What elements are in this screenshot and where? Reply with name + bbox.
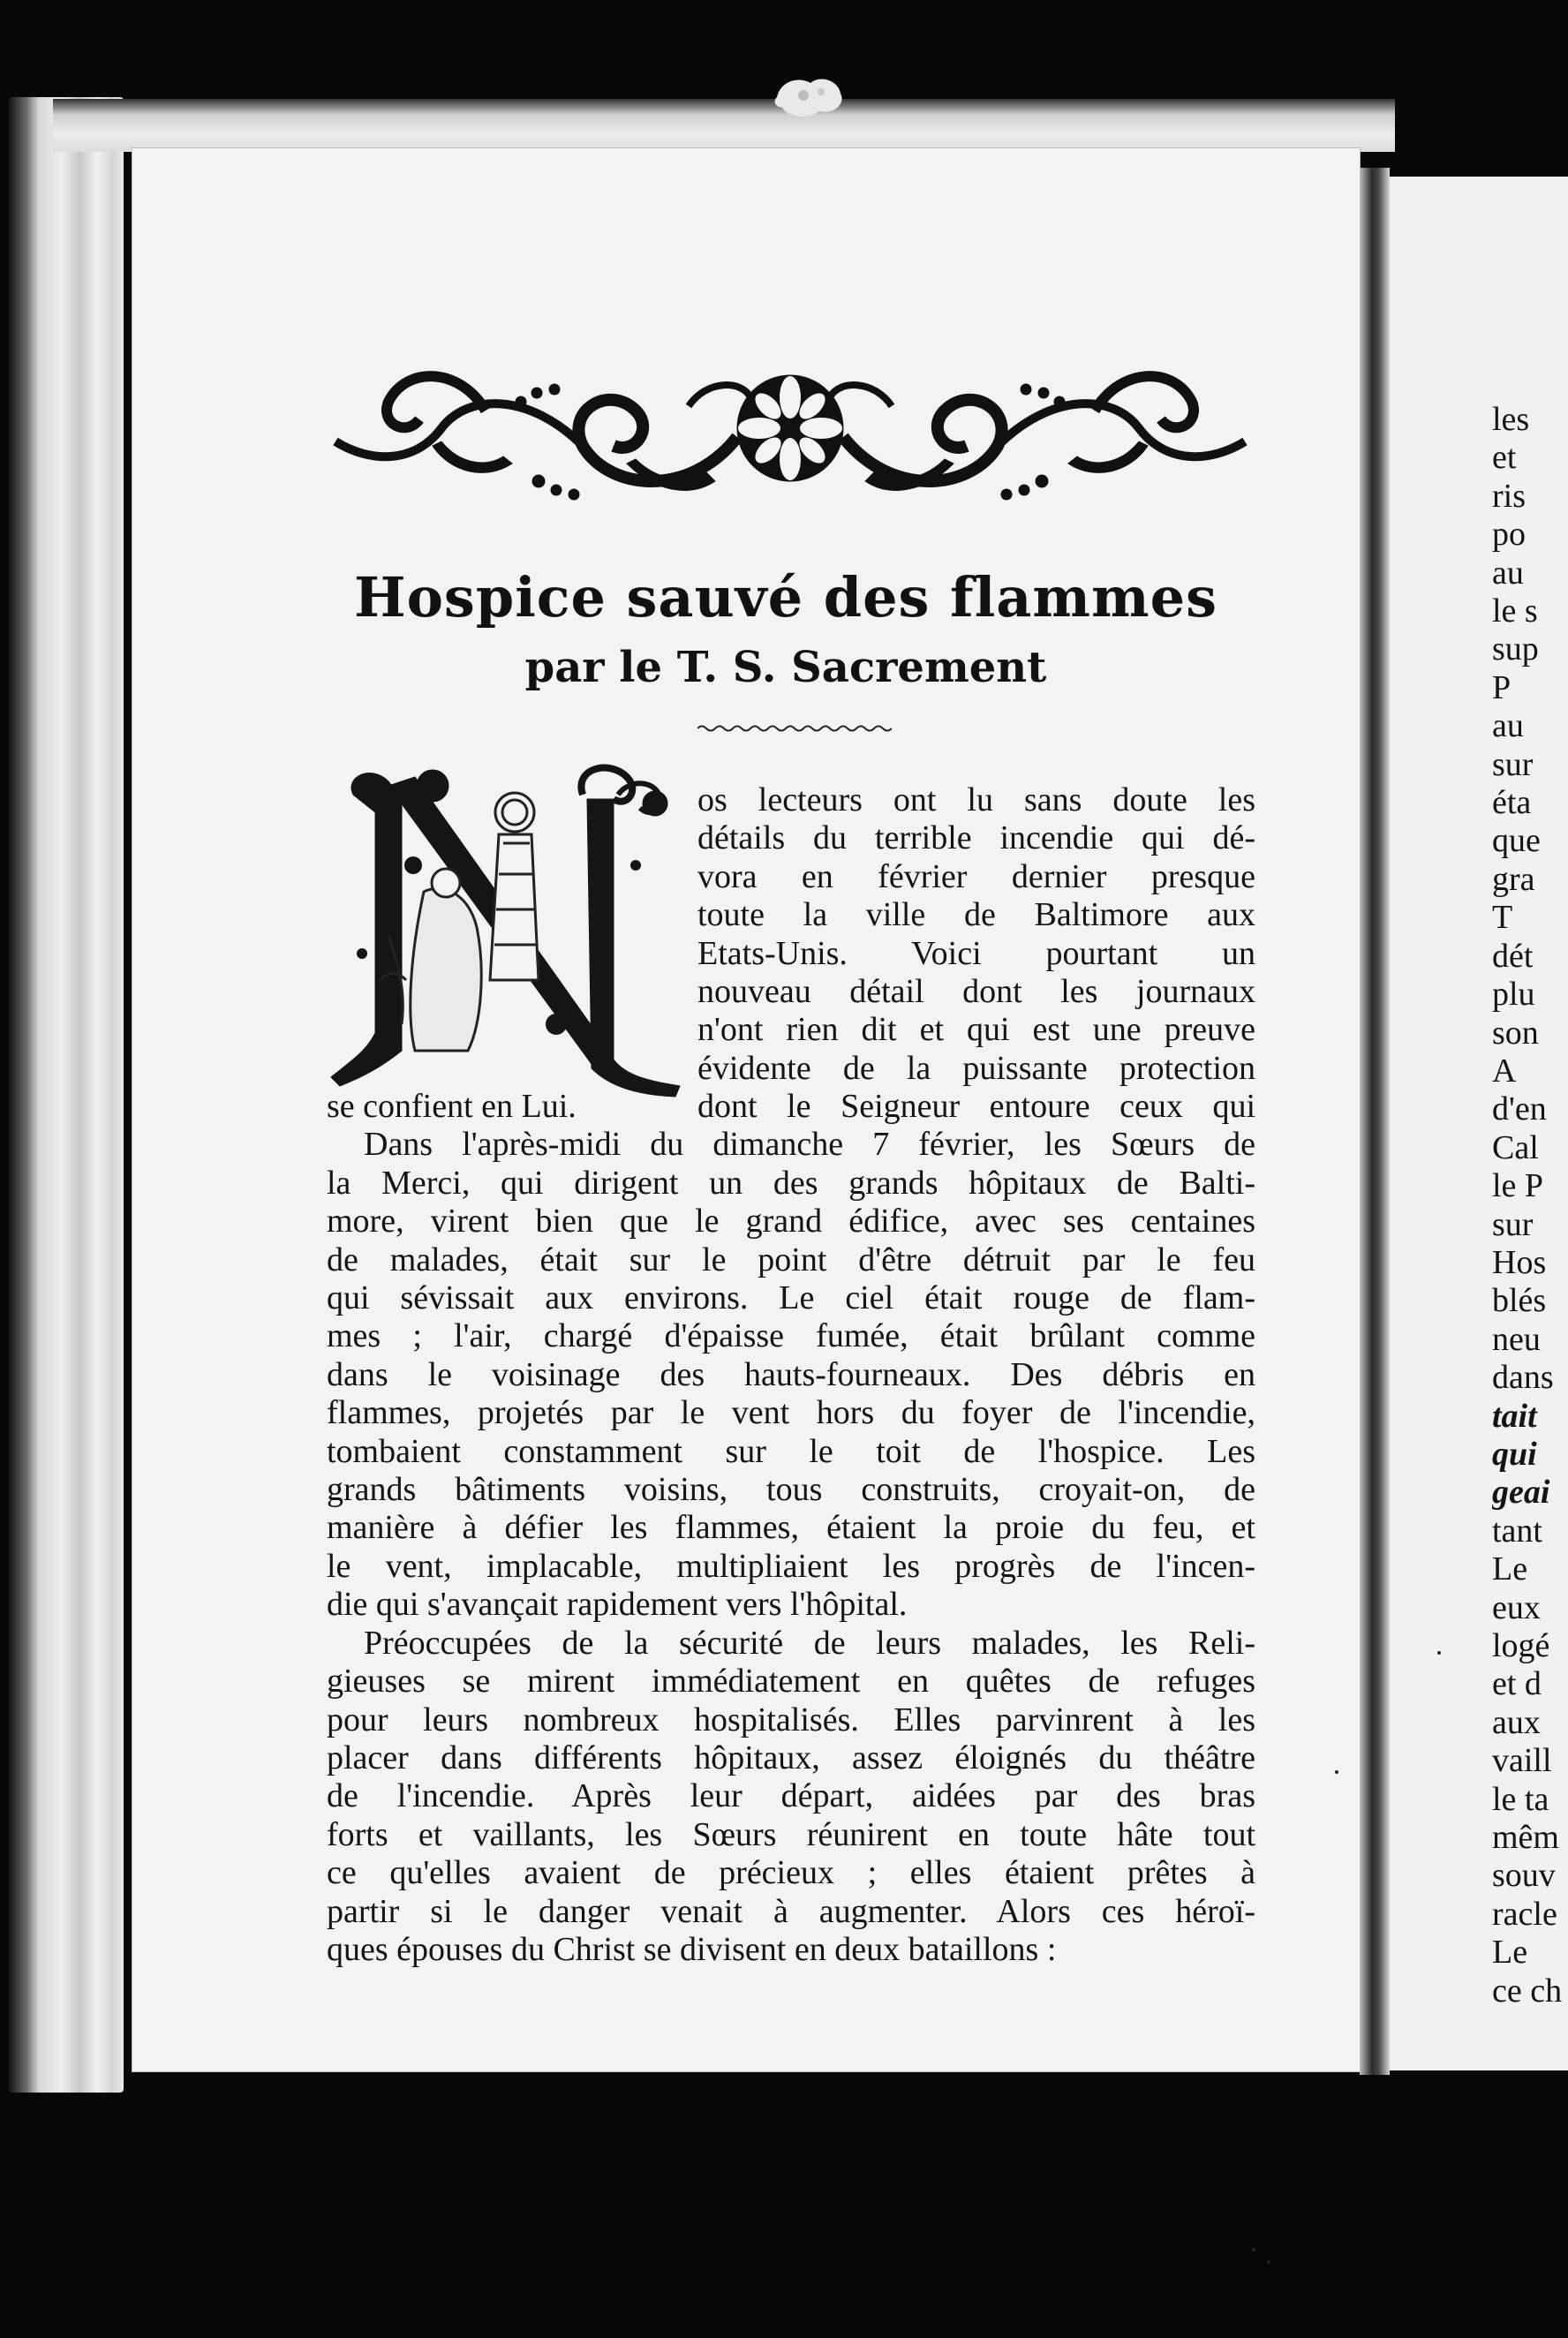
body-line: die qui s'avançait rapidement vers l'hôpital. bbox=[327, 1586, 908, 1624]
right-page-line-fragment: dans bbox=[1492, 1359, 1554, 1397]
right-page-line-fragment: Hos bbox=[1492, 1243, 1547, 1281]
right-page-line-fragment: et d bbox=[1492, 1665, 1542, 1703]
body-line: gieuses se mirent immédiatement en quêtes de refuges bbox=[327, 1663, 1255, 1701]
right-page-line-fragment: mêm bbox=[1492, 1819, 1559, 1857]
body-line: mes ; l'air, chargé d'épaisse fumée, était brûlant comme bbox=[327, 1317, 1255, 1355]
article-subtitle: par le T. S. Sacrement bbox=[524, 643, 1047, 692]
illuminated-initial-n bbox=[327, 759, 689, 1112]
decorative-rule bbox=[697, 722, 892, 735]
intro-line: toute la ville de Baltimore aux bbox=[697, 896, 1255, 934]
right-page-line-fragment: T bbox=[1492, 899, 1513, 937]
body-line: de malades, était sur le point d'être détruit par le feu bbox=[327, 1241, 1255, 1278]
body-line: Préoccupées de la sécurité de leurs malades, les Reli- bbox=[364, 1624, 1255, 1662]
right-page-line-fragment: Cal bbox=[1492, 1128, 1539, 1166]
right-page-line-fragment: eux bbox=[1492, 1588, 1541, 1626]
intro-line: dont le Seigneur entoure ceux qui bbox=[697, 1088, 1255, 1126]
intro-paragraph bbox=[697, 781, 1255, 1127]
article-title: Hospice sauvé des flammes bbox=[354, 565, 1217, 630]
intro-line: n'ont rien dit et qui est une preuve bbox=[697, 1011, 1255, 1049]
right-page-line-fragment: P bbox=[1492, 668, 1511, 706]
right-page-line-fragment: son bbox=[1492, 1014, 1539, 1052]
right-page-line-fragment: ce ch bbox=[1492, 1972, 1563, 2010]
right-page-line-fragment: le ta bbox=[1492, 1780, 1549, 1818]
right-page-line-fragment: et bbox=[1492, 439, 1517, 477]
body-line: manière à défier les flammes, étaient la proie du feu, et bbox=[327, 1509, 1255, 1547]
right-page-line-fragment: les bbox=[1492, 401, 1530, 438]
right-page-line-fragment: tait bbox=[1492, 1397, 1537, 1435]
right-page-line-fragment: racle bbox=[1492, 1895, 1557, 1933]
body-line: ce qu'elles avaient de précieux ; elles étaient prêtes à bbox=[327, 1854, 1255, 1892]
right-page-line-fragment: que bbox=[1492, 822, 1541, 860]
right-page-text-fragments bbox=[1492, 401, 1568, 2010]
body-line: la Merci, qui dirigent un des grands hôpitaux de Balti- bbox=[327, 1164, 1255, 1202]
right-page-line-fragment: d'en bbox=[1492, 1090, 1547, 1128]
body-line: tombaient constamment sur le toit de l'hospice. Les bbox=[327, 1432, 1255, 1470]
right-page-line-fragment: le P bbox=[1492, 1167, 1544, 1205]
body-line: Dans l'après-midi du dimanche 7 février, les Sœurs de bbox=[364, 1126, 1255, 1164]
right-page-line-fragment: souv bbox=[1492, 1857, 1556, 1895]
intro-line: Etats-Unis. Voici pourtant un bbox=[697, 934, 1255, 972]
right-page-line-fragment: dét bbox=[1492, 937, 1534, 975]
right-page-line-fragment: Le bbox=[1492, 1934, 1528, 1972]
body-line: placer dans différents hôpitaux, assez éloignés du théâtre bbox=[327, 1738, 1255, 1776]
book-gutter bbox=[1360, 168, 1390, 2075]
body-line: pour leurs nombreux hospitalisés. Elles parvinrent à les bbox=[327, 1701, 1255, 1738]
right-page-line-fragment: le s bbox=[1492, 592, 1538, 630]
intro-line: nouveau détail dont les journaux bbox=[697, 973, 1255, 1011]
right-page-line-fragment: qui bbox=[1492, 1435, 1537, 1473]
page-stack-edge bbox=[9, 97, 124, 2093]
right-page-line-fragment: gra bbox=[1492, 860, 1535, 898]
right-page-line-fragment: po bbox=[1492, 516, 1526, 554]
body-line: ques épouses du Christ se divisent en deux bataillons : bbox=[327, 1930, 1057, 1968]
body-line: more, virent bien que le grand édifice, avec ses centaines bbox=[327, 1203, 1255, 1241]
body-line: qui sévissait aux environs. Le ciel était rouge de flam- bbox=[327, 1279, 1255, 1317]
right-page-line-fragment: Le bbox=[1492, 1550, 1528, 1588]
right-page-line-fragment: ris bbox=[1492, 477, 1526, 515]
right-page-line-fragment: sup bbox=[1492, 630, 1539, 668]
article-body bbox=[327, 1088, 1255, 1969]
right-page-line-fragment: aux bbox=[1492, 1703, 1541, 1741]
right-page-line-fragment: au bbox=[1492, 554, 1524, 592]
page-stack-top bbox=[53, 99, 1395, 152]
right-page-line-fragment: sur bbox=[1492, 1205, 1534, 1243]
right-page-line-fragment: sur bbox=[1492, 745, 1534, 783]
right-page-line-fragment: blés bbox=[1492, 1282, 1547, 1320]
ornamental-headpiece bbox=[318, 358, 1263, 512]
right-page-line-fragment: éta bbox=[1492, 784, 1532, 822]
intro-line: détails du terrible incendie qui dé- bbox=[697, 819, 1255, 857]
body-line: dans le voisinage des hauts-fourneaux. Des débris en bbox=[327, 1355, 1255, 1393]
right-page-line-fragment: neu bbox=[1492, 1320, 1541, 1358]
right-page-line-fragment: plu bbox=[1492, 976, 1535, 1014]
body-line: de l'incendie. Après leur départ, aidées par des bras bbox=[327, 1777, 1255, 1815]
intro-line: évidente de la puissante protection bbox=[697, 1049, 1255, 1087]
right-page-line-fragment: tant bbox=[1492, 1512, 1542, 1550]
body-line: le vent, implacable, multipliaient les progrès de l'incen- bbox=[327, 1547, 1255, 1585]
intro-line: os lecteurs ont lu sans doute les bbox=[697, 781, 1255, 818]
body-line: flammes, projetés par le vent hors du foyer de l'incendie, bbox=[327, 1394, 1255, 1432]
body-line: grands bâtiments voisins, tous construits, croyait-on, de bbox=[327, 1471, 1255, 1509]
right-page-line-fragment: geai bbox=[1492, 1474, 1550, 1512]
dust-speck bbox=[768, 71, 848, 120]
intro-line: vora en février dernier presque bbox=[697, 857, 1255, 895]
right-page-line-fragment: logé bbox=[1492, 1627, 1550, 1664]
right-page-line-fragment: au bbox=[1492, 707, 1524, 745]
body-line: forts et vaillants, les Sœurs réunirent en toute hâte tout bbox=[327, 1815, 1255, 1853]
right-page-line-fragment: vaill bbox=[1492, 1742, 1552, 1780]
right-page-line-fragment: A bbox=[1492, 1052, 1517, 1090]
body-line: se confient en Lui. bbox=[327, 1088, 577, 1125]
body-line: partir si le danger venait à augmenter. Alors ces héroï- bbox=[327, 1892, 1255, 1930]
